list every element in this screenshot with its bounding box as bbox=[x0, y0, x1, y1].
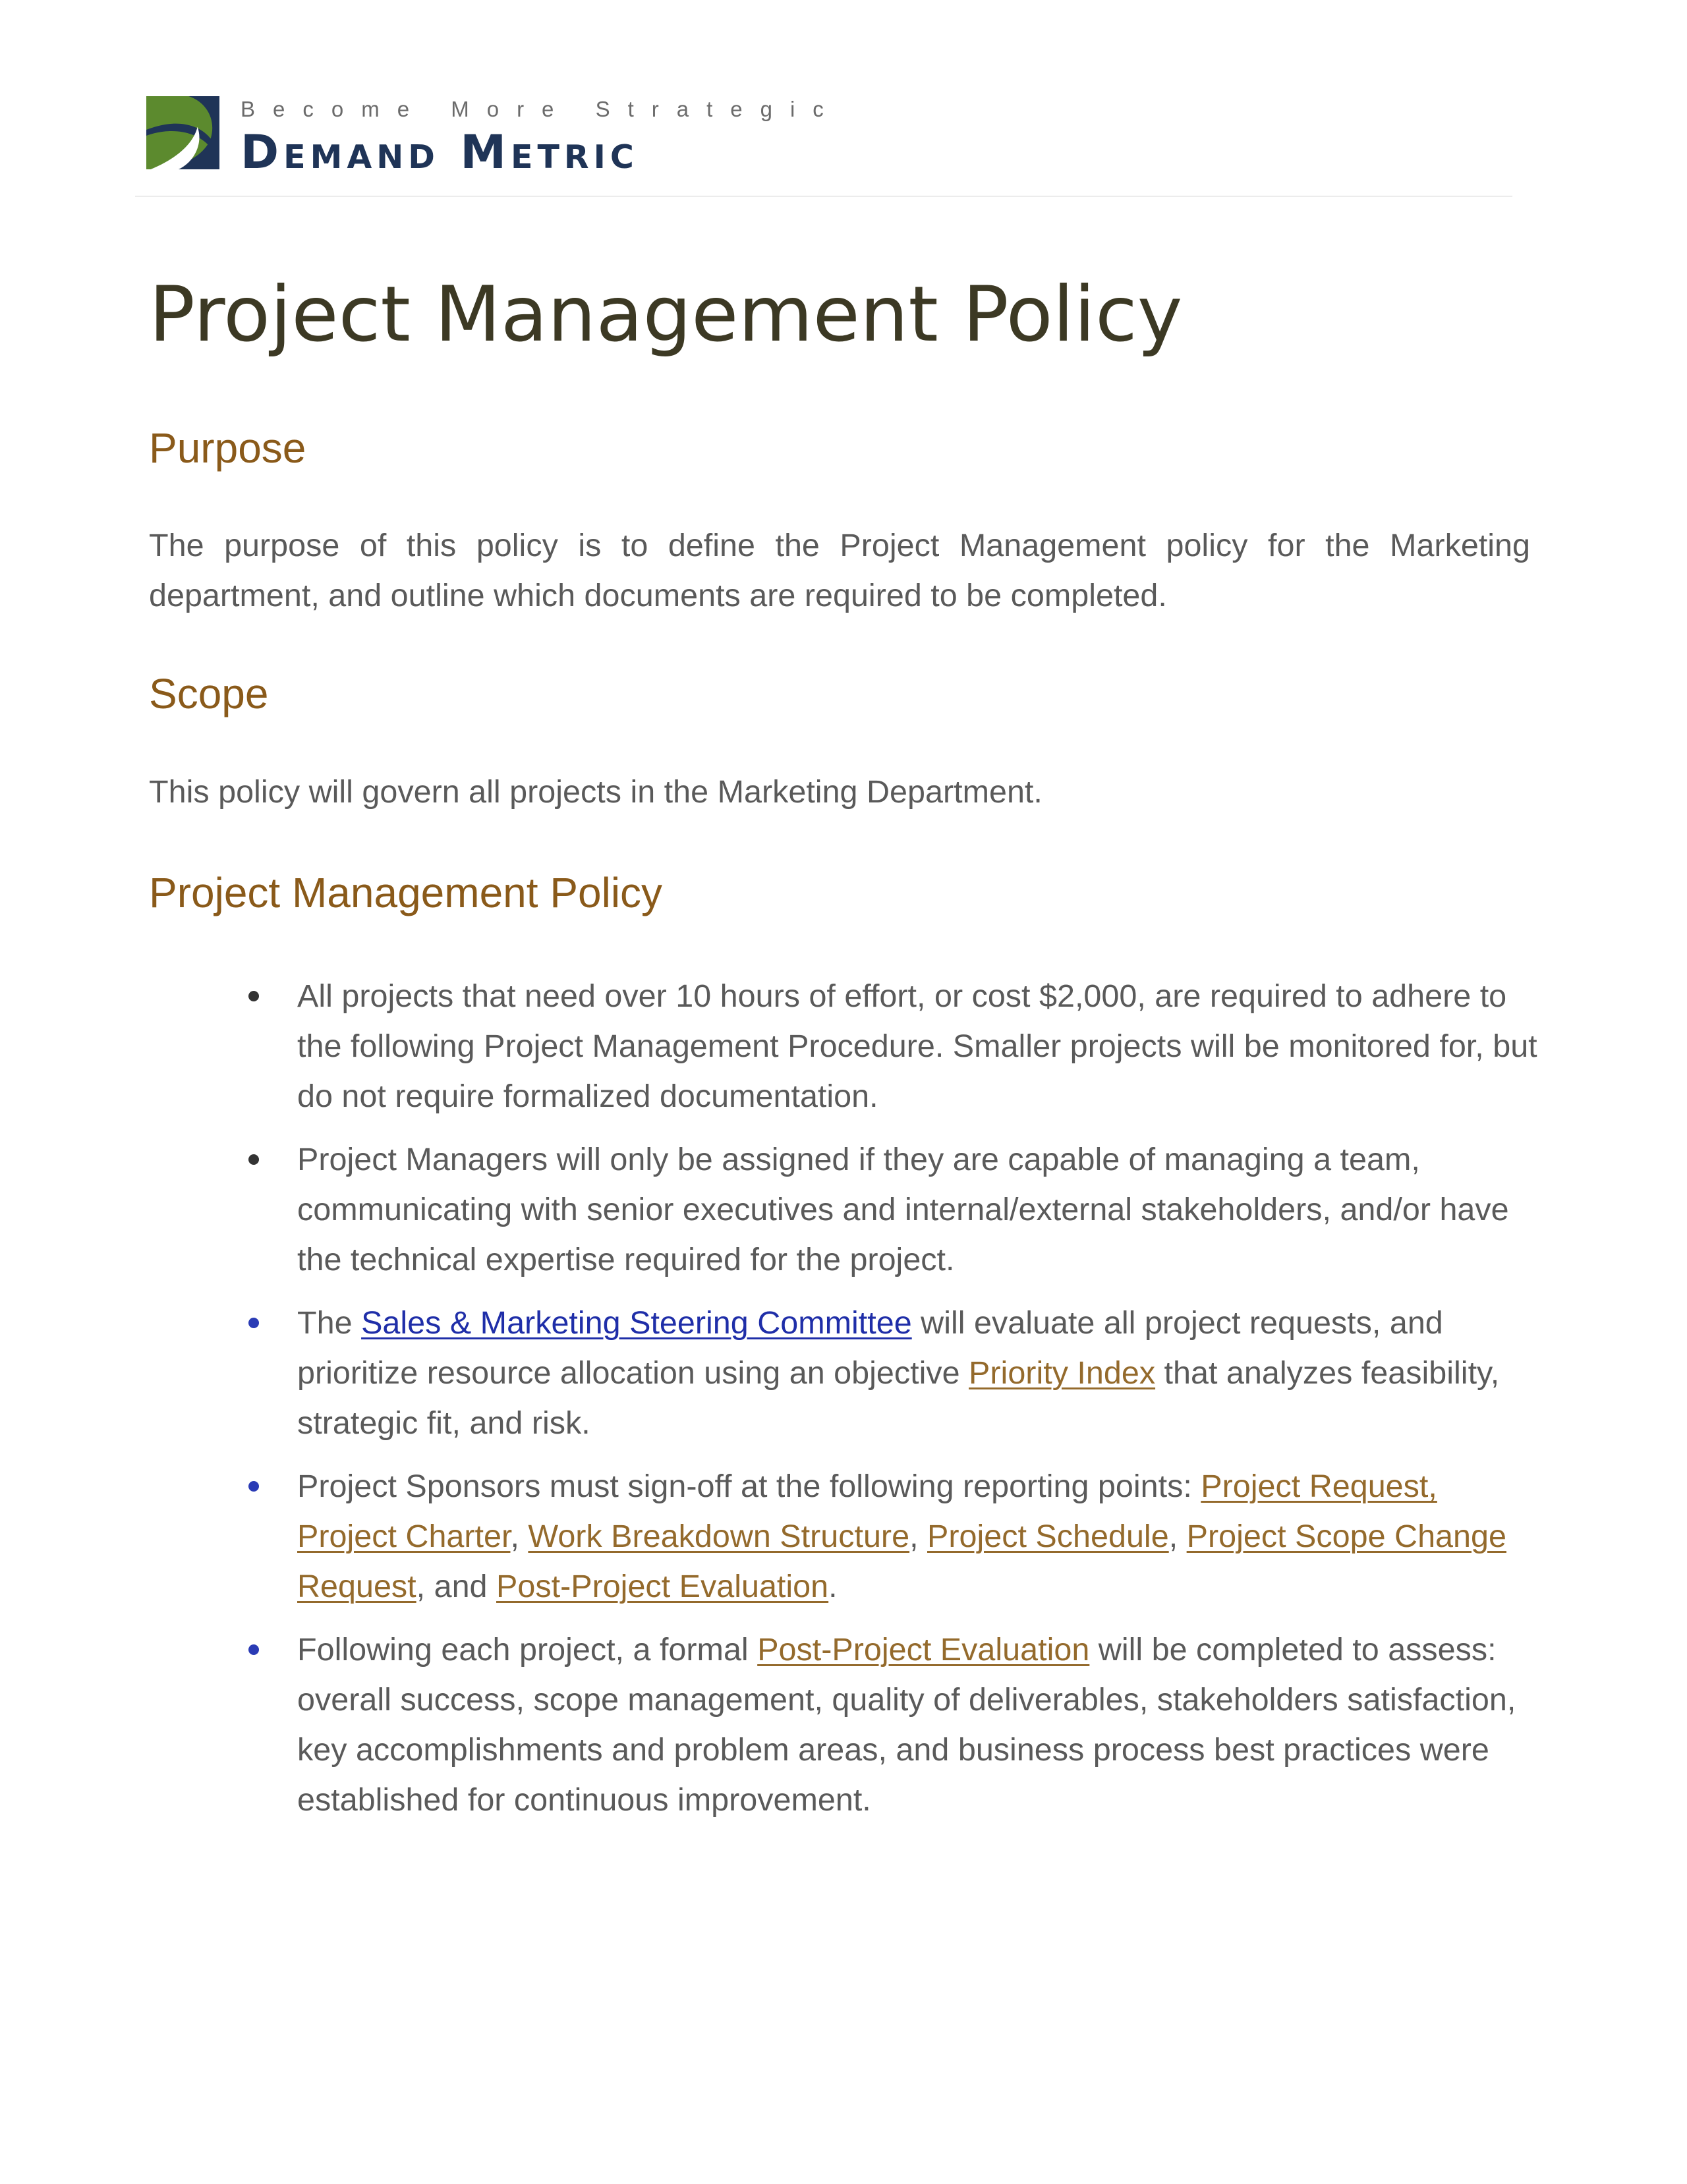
purpose-heading: Purpose bbox=[149, 424, 306, 472]
bullet-dot-icon bbox=[248, 991, 259, 1001]
link-project-scope-change-request[interactable]: Project Scope Change Request bbox=[297, 1519, 1506, 1604]
policy-heading: Project Management Policy bbox=[149, 869, 663, 916]
scope-paragraph: This policy will govern all projects in the Marketing Department. bbox=[149, 774, 1043, 810]
logo-mark-icon bbox=[146, 96, 219, 169]
bullet-text: that analyzes feasibility, strategic fit, and risk. bbox=[297, 1355, 1500, 1441]
purpose-paragraph: The purpose of this policy is to define the Project Management policy for the Marketing department, and outline which documents are required to be completed. bbox=[149, 528, 1530, 613]
link-project-request[interactable]: Project Request, bbox=[1201, 1469, 1437, 1504]
bullet-dot-icon bbox=[248, 1644, 259, 1655]
link-post-project-evaluation[interactable]: Post-Project Evaluation bbox=[496, 1569, 829, 1604]
list-item bbox=[149, 1625, 1539, 1825]
link-post-project-evaluation[interactable]: Post-Project Evaluation bbox=[757, 1632, 1090, 1667]
bullet-text: The bbox=[297, 1305, 362, 1341]
header-divider bbox=[135, 196, 1512, 197]
link-project-charter[interactable]: Project Charter bbox=[297, 1519, 511, 1554]
list-item bbox=[149, 971, 1539, 1121]
policy-bullet-list bbox=[149, 971, 1539, 1838]
bullet-text: , bbox=[510, 1519, 529, 1554]
logo-tagline: Become More Strategic bbox=[241, 97, 842, 121]
bullet-dot-icon bbox=[248, 1154, 259, 1165]
bullet-text: , bbox=[909, 1519, 928, 1554]
page-title: Project Management Policy bbox=[149, 270, 1183, 359]
bullet-text: , and bbox=[416, 1569, 497, 1604]
bullet-text: Project Sponsors must sign-off at the following reporting points: bbox=[297, 1469, 1201, 1504]
bullet-text: will be completed to assess: overall success, scope management, quality of deliverables, stakeholders satisfaction, key accomplishments and problem areas, and business process best practices were established for continuous improvement. bbox=[297, 1632, 1516, 1818]
bullet-text: All projects that need over 10 hours of effort, or cost $2,000, are required to adhere to the following Project Management Procedure. Smaller projects will be monitored for, but do not require formalized documentation. bbox=[297, 978, 1537, 1114]
bullet-text: , bbox=[1168, 1519, 1187, 1554]
bullet-text: . bbox=[828, 1569, 838, 1604]
list-item bbox=[149, 1461, 1539, 1611]
logo-brand-name: Demand Metric bbox=[241, 125, 639, 179]
bullet-dot-icon bbox=[248, 1481, 259, 1492]
bullet-text: Following each project, a formal bbox=[297, 1632, 758, 1667]
list-item bbox=[149, 1298, 1539, 1448]
link-priority-index[interactable]: Priority Index bbox=[969, 1355, 1156, 1391]
link-steering-committee[interactable]: Sales & Marketing Steering Committee bbox=[361, 1305, 912, 1341]
bullet-text: Project Managers will only be assigned if they are capable of managing a team, communicating with senior executives and internal/external stakeholders, and/or have the technical expertise required for the project. bbox=[297, 1142, 1509, 1277]
scope-heading: Scope bbox=[149, 670, 269, 717]
list-item bbox=[149, 1134, 1539, 1285]
demand-metric-logo bbox=[146, 96, 842, 179]
bullet-text: will evaluate all project requests, and prioritize resource allocation using an objective bbox=[297, 1305, 1443, 1391]
link-project-schedule[interactable]: Project Schedule bbox=[927, 1519, 1169, 1554]
link-work-breakdown-structure[interactable]: Work Breakdown Structure bbox=[528, 1519, 910, 1554]
bullet-dot-icon bbox=[248, 1318, 259, 1328]
